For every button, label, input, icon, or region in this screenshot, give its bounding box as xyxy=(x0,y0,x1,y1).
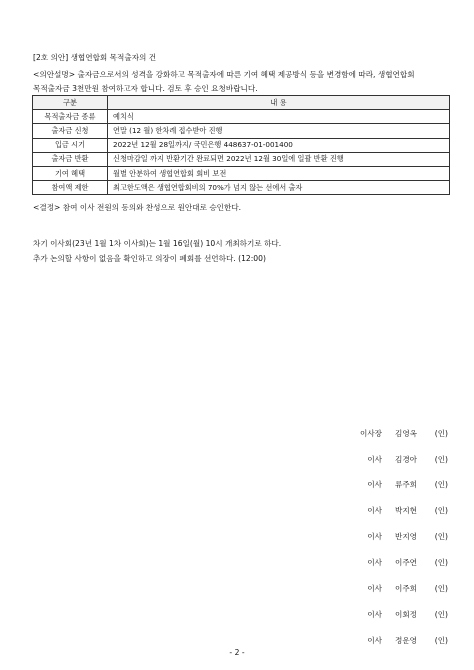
row-label: 참여액 제한 xyxy=(33,181,108,195)
row-content: 연말 (12 월) 한차례 접수받아 진행 xyxy=(108,124,450,138)
page-number: - 2 - xyxy=(229,648,245,657)
seal-mark: (인) xyxy=(434,558,448,567)
table-row xyxy=(33,138,450,152)
signer-name: 반지영 xyxy=(394,532,417,541)
signer-name: 정운영 xyxy=(394,636,417,645)
table-row xyxy=(33,110,450,124)
table-row xyxy=(33,166,450,180)
table-row xyxy=(33,124,450,138)
signer-role: 이사 xyxy=(367,455,382,464)
signer-role: 이사 xyxy=(367,506,382,515)
agenda-title: [2호 의안] 생협연합회 목적출자의 건 xyxy=(33,53,157,62)
signer-role: 이사 xyxy=(367,636,382,645)
closing-line-1: 차기 이사회(23년 1월 1차 이사회)는 1월 16일(월) 10시 개최하기로 하다. xyxy=(33,239,282,248)
signer-name: 류주희 xyxy=(394,480,417,489)
contribution-table xyxy=(32,95,450,195)
signer-name: 이회정 xyxy=(394,610,417,619)
seal-mark: (인) xyxy=(434,532,448,541)
signer-role: 이사 xyxy=(367,480,382,489)
signer-role: 이사 xyxy=(367,558,382,567)
signature-row xyxy=(340,558,460,568)
signature-row xyxy=(340,455,460,465)
row-label: 입금 시기 xyxy=(33,138,108,152)
signer-name: 이주연 xyxy=(394,558,417,567)
signer-role: 이사 xyxy=(367,532,382,541)
table-header-label: 구분 xyxy=(33,96,108,110)
signer-role: 이사장 xyxy=(359,429,382,438)
signer-role: 이사 xyxy=(367,584,382,593)
seal-mark: (인) xyxy=(434,480,448,489)
signature-row xyxy=(340,506,460,516)
signature-row xyxy=(340,610,460,620)
row-content: 신청마감일 까지 반환기간 완료되면 2022년 12월 30일에 일괄 반환 진행 xyxy=(108,152,450,166)
signer-name: 박지현 xyxy=(394,506,417,515)
row-label: 목적출자금 종류 xyxy=(33,110,108,124)
signature-row xyxy=(340,429,460,439)
table-header-row xyxy=(33,96,450,110)
agenda-description-line-1: <의안설명> 출자금으로서의 성격을 강화하고 목적출자에 따른 기여 혜택 제공방식 등을 변경함에 따라, 생협연합회 xyxy=(33,70,415,79)
seal-mark: (인) xyxy=(434,610,448,619)
signer-name: 김영옥 xyxy=(394,429,417,438)
seal-mark: (인) xyxy=(434,636,448,645)
signer-name: 김경아 xyxy=(394,455,417,464)
seal-mark: (인) xyxy=(434,506,448,515)
signature-row xyxy=(340,636,460,646)
signer-role: 이사 xyxy=(367,610,382,619)
seal-mark: (인) xyxy=(434,429,448,438)
row-content: 최고한도액은 생협연합회비의 70%가 넘지 않는 선에서 출자 xyxy=(108,181,450,195)
closing-line-2: 추가 논의할 사항이 없음을 확인하고 의장이 폐회를 선언하다. (12:00) xyxy=(33,254,266,263)
decision-text: <결정> 참여 이사 전원의 동의와 찬성으로 원안대로 승인한다. xyxy=(33,203,242,212)
table-row xyxy=(33,152,450,166)
row-content: 월별 안분하여 생협연합회 회비 보전 xyxy=(108,166,450,180)
agenda-description-line-2: 목적출자금 3천만원 참여하고자 합니다. 검토 후 승인 요청바랍니다. xyxy=(33,84,258,93)
row-label: 출자금 신청 xyxy=(33,124,108,138)
seal-mark: (인) xyxy=(434,584,448,593)
signature-row xyxy=(340,532,460,542)
row-content: 예치식 xyxy=(108,110,450,124)
signature-row xyxy=(340,480,460,490)
row-content: 2022년 12월 28일까지/ 국민은행 448637-01-001400 xyxy=(108,138,450,152)
row-label: 기여 혜택 xyxy=(33,166,108,180)
signature-row xyxy=(340,584,460,594)
table-header-content: 내 용 xyxy=(108,96,450,110)
seal-mark: (인) xyxy=(434,455,448,464)
signer-name: 이주희 xyxy=(394,584,417,593)
row-label: 출자금 반환 xyxy=(33,152,108,166)
table-row xyxy=(33,181,450,195)
